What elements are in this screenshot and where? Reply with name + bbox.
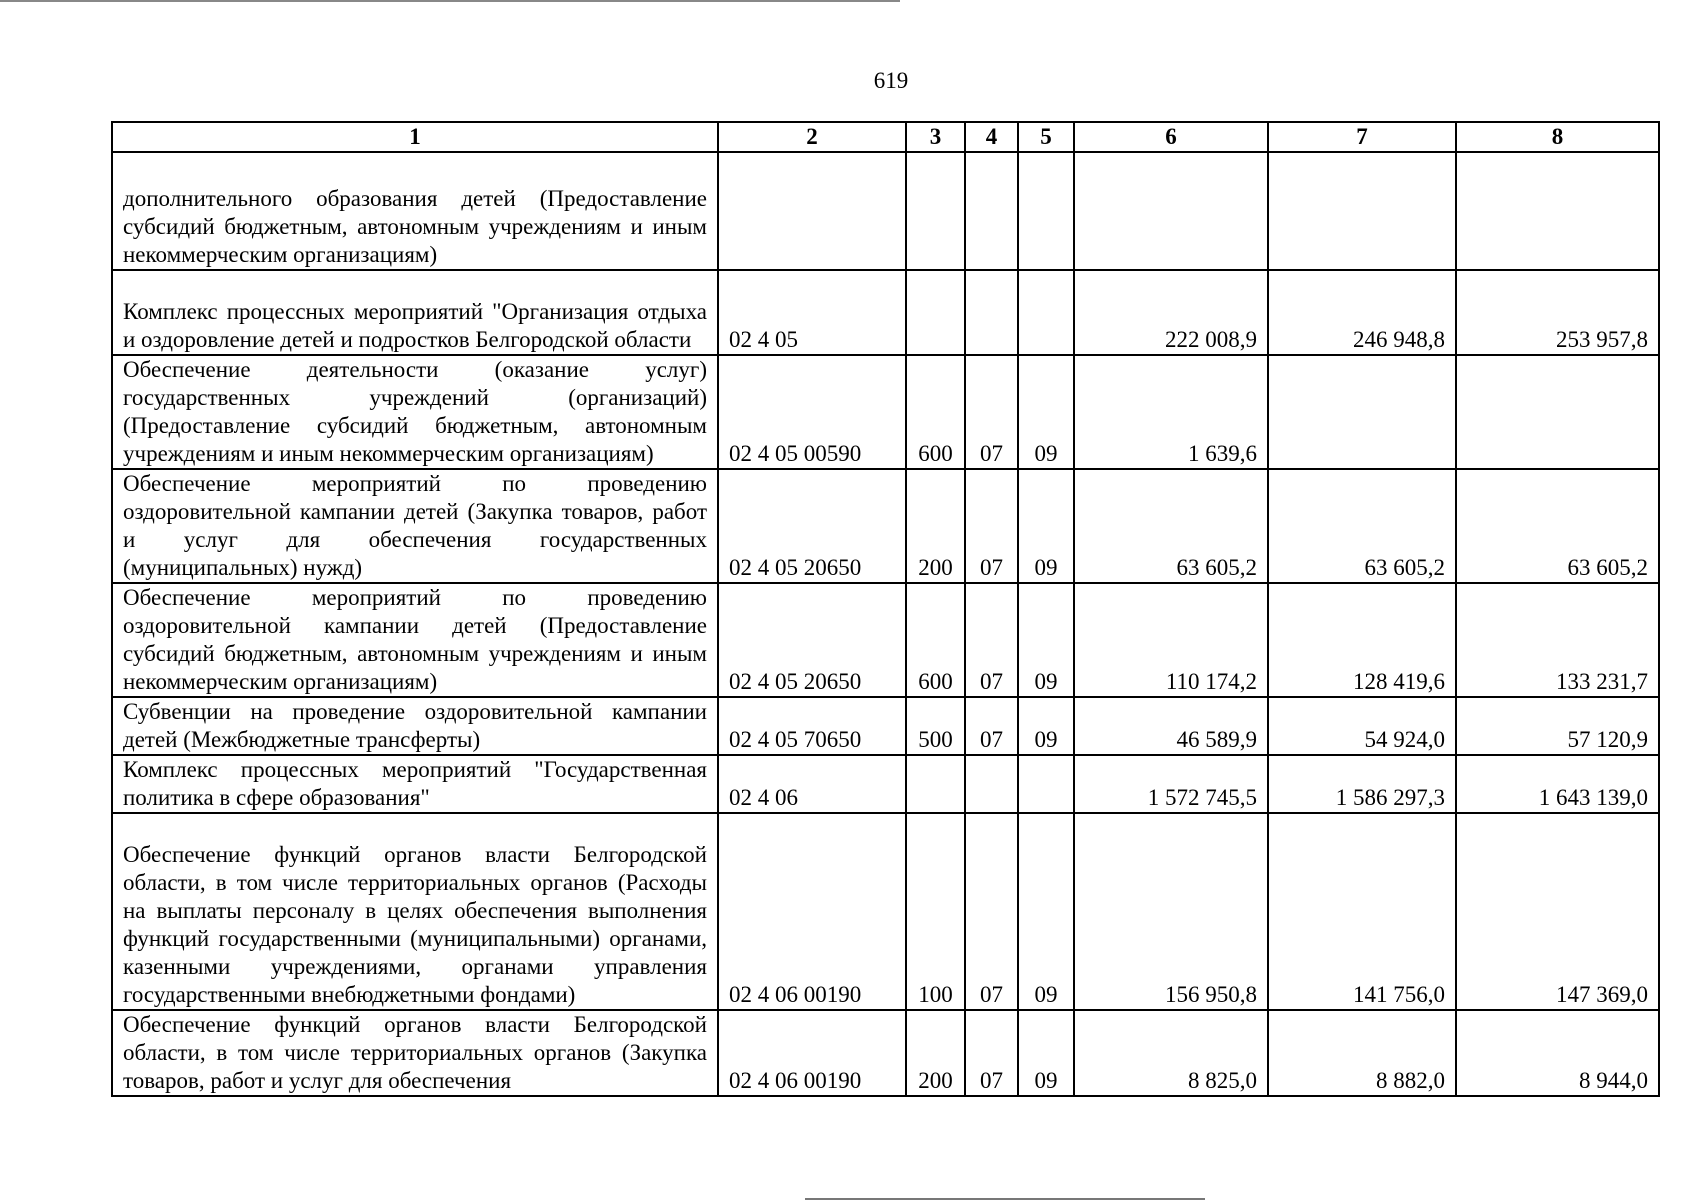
- row-value-6: 63 605,2: [1074, 469, 1268, 583]
- row-col3: [906, 270, 965, 355]
- row-value-6: 8 825,0: [1074, 1010, 1268, 1096]
- row-code: [718, 152, 906, 270]
- row-col5: 09: [1018, 697, 1074, 755]
- row-col4: 07: [965, 583, 1018, 697]
- col-header-6: 6: [1074, 122, 1268, 152]
- row-value-7: 54 924,0: [1268, 697, 1456, 755]
- row-value-6: 110 174,2: [1074, 583, 1268, 697]
- row-description: Обеспечение мероприятий по проведению оздоровительной кампании детей (Предоставление субсидий бюджетным, автономным учреждениям и иным некоммерческим организациям): [112, 583, 718, 697]
- row-col4: 07: [965, 813, 1018, 1010]
- row-col5: 09: [1018, 1010, 1074, 1096]
- table-row: [112, 152, 1659, 270]
- row-col3: 100: [906, 813, 965, 1010]
- row-description: Обеспечение мероприятий по проведению оздоровительной кампании детей (Закупка товаров, работ и услуг для обеспечения государственных (муниципальных) нужд): [112, 469, 718, 583]
- row-value-8: [1456, 152, 1659, 270]
- scan-edge-line-top: [0, 0, 900, 2]
- row-value-6: [1074, 152, 1268, 270]
- header-row: [112, 122, 1659, 152]
- row-value-7: 141 756,0: [1268, 813, 1456, 1010]
- row-col3: 600: [906, 583, 965, 697]
- row-col4: [965, 270, 1018, 355]
- row-value-7: 63 605,2: [1268, 469, 1456, 583]
- row-code: 02 4 06: [718, 755, 906, 813]
- row-value-6: 222 008,9: [1074, 270, 1268, 355]
- row-code: 02 4 05 00590: [718, 355, 906, 469]
- row-col5: [1018, 152, 1074, 270]
- row-description: Обеспечение деятельности (оказание услуг) государственных учреждений (организаций) (Предоставление субсидий бюджетным, автономным учреждениям и иным некоммерческим организациям): [112, 355, 718, 469]
- row-value-7: 1 586 297,3: [1268, 755, 1456, 813]
- row-code: 02 4 06 00190: [718, 1010, 906, 1096]
- row-col4: [965, 152, 1018, 270]
- row-value-6: 156 950,8: [1074, 813, 1268, 1010]
- budget-table: [111, 121, 1660, 1097]
- row-value-6: 1 572 745,5: [1074, 755, 1268, 813]
- row-col3: 500: [906, 697, 965, 755]
- row-description: Обеспечение функций органов власти Белгородской области, в том числе территориальных органов (Расходы на выплаты персоналу в целях обеспечения выполнения функций государственными (муниципальными) органами, казенными учреждениями, органами управления государственными внебюджетными фондами): [112, 813, 718, 1010]
- row-col5: 09: [1018, 813, 1074, 1010]
- row-value-7: [1268, 152, 1456, 270]
- row-code: 02 4 05: [718, 270, 906, 355]
- row-description: Комплекс процессных мероприятий "Государственная политика в сфере образования": [112, 755, 718, 813]
- row-value-7: 8 882,0: [1268, 1010, 1456, 1096]
- table-row: [112, 270, 1659, 355]
- row-col3: [906, 755, 965, 813]
- row-col4: 07: [965, 469, 1018, 583]
- row-col5: [1018, 755, 1074, 813]
- row-value-7: 246 948,8: [1268, 270, 1456, 355]
- row-value-7: 128 419,6: [1268, 583, 1456, 697]
- table-row: [112, 1010, 1659, 1096]
- row-col5: 09: [1018, 469, 1074, 583]
- col-header-5: 5: [1018, 122, 1074, 152]
- row-code: 02 4 06 00190: [718, 813, 906, 1010]
- row-code: 02 4 05 20650: [718, 469, 906, 583]
- row-value-8: 57 120,9: [1456, 697, 1659, 755]
- row-description: Обеспечение функций органов власти Белгородской области, в том числе территориальных органов (Закупка товаров, работ и услуг для обеспечения: [112, 1010, 718, 1096]
- row-col3: 600: [906, 355, 965, 469]
- col-header-7: 7: [1268, 122, 1456, 152]
- col-header-1: 1: [112, 122, 718, 152]
- row-col4: 07: [965, 355, 1018, 469]
- row-value-6: 46 589,9: [1074, 697, 1268, 755]
- row-col5: 09: [1018, 355, 1074, 469]
- col-header-8: 8: [1456, 122, 1659, 152]
- row-col3: 200: [906, 469, 965, 583]
- row-code: 02 4 05 20650: [718, 583, 906, 697]
- table-row: [112, 583, 1659, 697]
- table-row: [112, 469, 1659, 583]
- row-value-6: 1 639,6: [1074, 355, 1268, 469]
- row-col4: [965, 755, 1018, 813]
- table-row: [112, 355, 1659, 469]
- row-col3: 200: [906, 1010, 965, 1096]
- row-value-8: 1 643 139,0: [1456, 755, 1659, 813]
- row-col4: 07: [965, 1010, 1018, 1096]
- table-row: [112, 697, 1659, 755]
- row-description: дополнительного образования детей (Предоставление субсидий бюджетным, автономным учреждениям и иным некоммерческим организациям): [112, 152, 718, 270]
- row-code: 02 4 05 70650: [718, 697, 906, 755]
- row-value-8: 8 944,0: [1456, 1010, 1659, 1096]
- row-description: Субвенции на проведение оздоровительной кампании детей (Межбюджетные трансферты): [112, 697, 718, 755]
- row-description: Комплекс процессных мероприятий "Организация отдыха и оздоровление детей и подростков Белгородской области: [112, 270, 718, 355]
- row-col5: [1018, 270, 1074, 355]
- row-col3: [906, 152, 965, 270]
- row-value-8: 147 369,0: [1456, 813, 1659, 1010]
- row-value-8: 63 605,2: [1456, 469, 1659, 583]
- row-value-8: 133 231,7: [1456, 583, 1659, 697]
- table-row: [112, 813, 1659, 1010]
- table-row: [112, 755, 1659, 813]
- row-value-8: 253 957,8: [1456, 270, 1659, 355]
- col-header-2: 2: [718, 122, 906, 152]
- page-number: 619: [873, 68, 909, 93]
- row-value-8: [1456, 355, 1659, 469]
- row-value-7: [1268, 355, 1456, 469]
- col-header-3: 3: [906, 122, 965, 152]
- row-col4: 07: [965, 697, 1018, 755]
- col-header-4: 4: [965, 122, 1018, 152]
- row-col5: 09: [1018, 583, 1074, 697]
